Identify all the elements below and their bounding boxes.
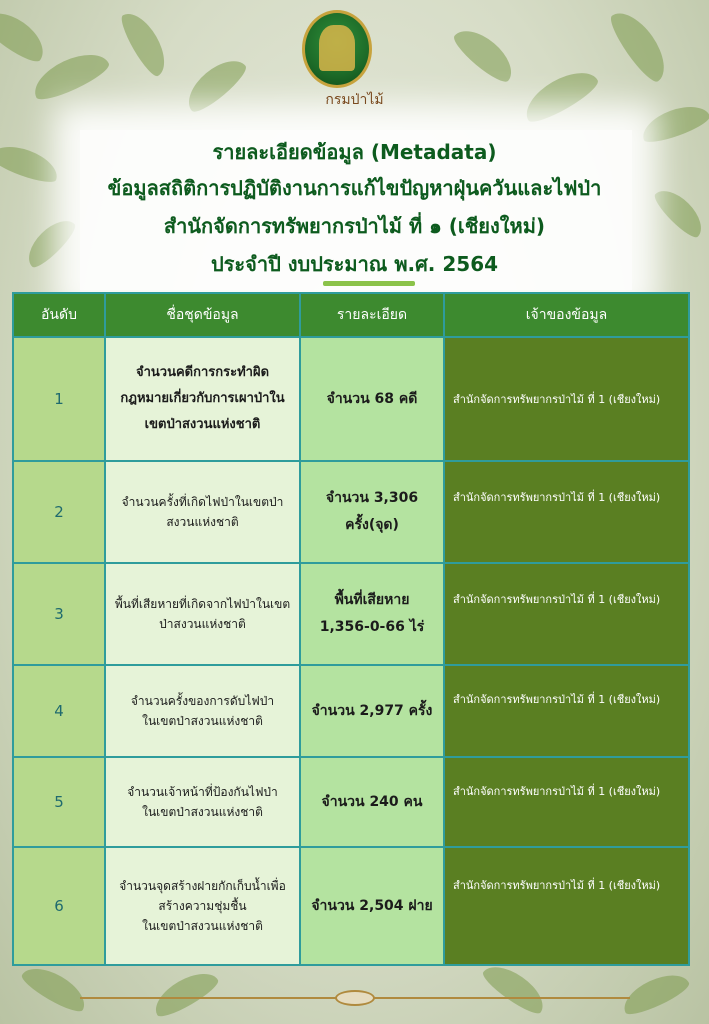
dataset-name-line: ในเขตป่าสงวนแห่งชาติ [142,714,263,728]
row-number: 1 [13,337,105,461]
dataset-name-line: จำนวนคดีการกระทำผิด [135,365,270,380]
dataset-name-line: สร้างความชุ่มชื้น [158,899,247,913]
table-row [13,665,689,757]
detail-line: จำนวน 240 คน [321,793,423,810]
detail-line: ครั้ง(จุด) [345,517,399,533]
row-number: 6 [13,847,105,965]
dataset-name [105,757,300,847]
table-row [13,563,689,665]
dataset-name-line: กฎหมายเกี่ยวกับการเผาป่าใน [120,391,285,406]
detail-line: จำนวน 3,306 [325,490,419,506]
row-number: 4 [13,665,105,757]
dataset-name-line: ในเขตป่าสงวนแห่งชาติ [142,919,263,933]
dataset-name [105,461,300,563]
data-owner [444,665,689,757]
data-owner [444,847,689,965]
title-metadata: รายละเอียดข้อมูล (Metadata) [212,140,497,164]
detail-line: จำนวน 68 คดี [326,390,418,407]
dataset-name-line: ป่าสงวนแห่งชาติ [159,617,246,631]
dataset-name-line: จำนวนจุดสร้างฝายกักเก็บน้ำเพื่อ [119,879,286,893]
dataset-name [105,665,300,757]
dataset-name [105,337,300,461]
owner-text: สำนักจัดการทรัพยากรป่าไม้ ที่ 1 (เชียงใหม่) [453,879,661,892]
emblem-figure-icon [319,25,355,71]
footer-ornament [80,990,630,1006]
dataset-name-line: จำนวนเจ้าหน้าที่ป้องกันไฟป่า [127,785,278,799]
detail-value [300,665,444,757]
detail-value [300,757,444,847]
data-owner [444,337,689,461]
royal-forest-department-logo [302,10,372,88]
data-owner [444,563,689,665]
org-name: กรมป่าไม้ [325,92,384,108]
data-owner [444,757,689,847]
detail-line: พื้นที่เสียหาย [334,592,410,608]
table-row [13,847,689,965]
table-row [13,461,689,563]
owner-text: สำนักจัดการทรัพยากรป่าไม้ ที่ 1 (เชียงใหม่) [453,785,661,798]
title-dataset: ข้อมูลสถิติการปฏิบัติงานการแก้ไขปัญหาฝุ่นควันและไฟป่า [107,176,602,200]
owner-text: สำนักจัดการทรัพยากรป่าไม้ ที่ 1 (เชียงใหม่) [453,693,661,706]
header-dataset-name: ชื่อชุดข้อมูล [105,293,300,337]
header-detail: รายละเอียด [300,293,444,337]
detail-line: จำนวน 2,504 ฝาย [311,897,433,914]
ornament-center [335,990,375,1006]
owner-text: สำนักจัดการทรัพยากรป่าไม้ ที่ 1 (เชียงใหม่) [453,491,661,504]
owner-text: สำนักจัดการทรัพยากรป่าไม้ ที่ 1 (เชียงใหม่) [453,593,661,606]
detail-value [300,461,444,563]
metadata-table [12,292,690,966]
detail-value [300,337,444,461]
detail-value [300,563,444,665]
dataset-name-line: พื้นที่เสียหายที่เกิดจากไฟป่าในเขต [114,597,291,611]
dataset-name-line: เขตป่าสงวนแห่งชาติ [144,417,261,432]
dataset-name-line: จำนวนครั้งของการดับไฟป่า [130,694,275,708]
detail-line: 1,356-0-66 ไร่ [319,619,425,635]
title-fiscal-year: ประจำปี งบประมาณ พ.ศ. 2564 [210,252,499,276]
table-header-row [13,293,689,337]
data-owner [444,461,689,563]
header-owner: เจ้าของข้อมูล [444,293,689,337]
dataset-name [105,563,300,665]
row-number: 2 [13,461,105,563]
detail-line: จำนวน 2,977 ครั้ง [311,702,433,719]
dataset-name [105,847,300,965]
dataset-name-line: จำนวนครั้งที่เกิดไฟป่าในเขตป่า [121,495,284,509]
dataset-name-line: สงวนแห่งชาติ [166,515,239,529]
title-underline [323,281,415,286]
dataset-name-line: ในเขตป่าสงวนแห่งชาติ [142,805,263,819]
title-office: สำนักจัดการทรัพยากรป่าไม้ ที่ ๑ (เชียงใหม่) [163,214,546,238]
table-row [13,337,689,461]
row-number: 5 [13,757,105,847]
table-row [13,757,689,847]
owner-text: สำนักจัดการทรัพยากรป่าไม้ ที่ 1 (เชียงใหม่) [453,393,661,406]
row-number: 3 [13,563,105,665]
header-rank: อันดับ [13,293,105,337]
detail-value [300,847,444,965]
